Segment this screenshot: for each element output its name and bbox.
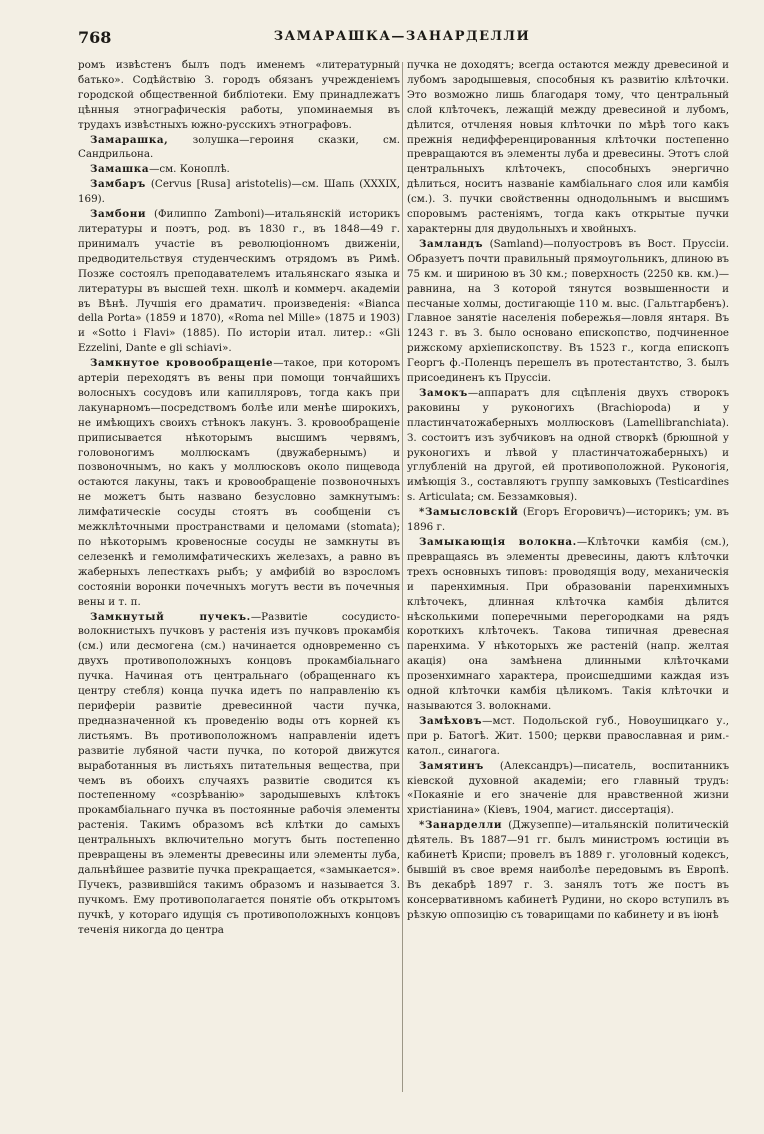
article-text: (Cervus [Rusa] aristotelis)—см. Шапь (XXXIX, 169). bbox=[78, 178, 400, 206]
column-rule bbox=[402, 62, 403, 1092]
article-headword: Замятинъ bbox=[419, 759, 484, 772]
article-headword: Замашка bbox=[90, 163, 150, 176]
article-headword: Замокъ bbox=[419, 386, 468, 399]
article-entry bbox=[407, 386, 729, 505]
article-entry bbox=[78, 356, 400, 609]
article-entry bbox=[407, 714, 729, 759]
article-text: —см. Коноплѣ. bbox=[149, 163, 230, 176]
article-text: (Филиппо Zamboni)—итальянскій историкъ литературы и поэтъ, род. въ 1830 г., въ 1848—49 г. принималъ участіе въ революціонномъ движеніи, предводительствуя студенческимъ отрядомъ въ Римѣ. Позже состоялъ преподавателемъ итальянскаго языка и литературы въ высшей техн. школѣ и коммерч. академіи въ Вѣнѣ. Лучшія его драматич. произведенія: «Bianca della Porta» (1859 и 1870), «Roma nel Mille» (1875 и 1903) и «Sotto i Flavi» (1885). По исторіи итал. литер.: «Gli Ezzelini, Dante e gli schiavi». bbox=[78, 208, 400, 355]
running-head: ЗАМАРАШКА—ЗАНАРДЕЛЛИ bbox=[273, 29, 531, 44]
article-headword: Замыкающія волокна. bbox=[419, 536, 577, 548]
article-headword: Замарашка, bbox=[90, 133, 169, 146]
right-column bbox=[407, 58, 729, 1098]
article-text: (Джузеппе)—итальянскій политическій дѣятель. Въ 1887—91 гг. былъ министромъ юстиціи въ кабинетѣ Криспи; провелъ въ 1889 г. уголовный кодексъ, бывшій въ свое время наиболѣе передовымъ въ Европѣ. Въ декабрѣ 1897 г. З. занялъ тотъ же постъ въ консервативномъ кабинетѣ Рудини, но скоро вступилъ въ рѣзкую оппозицію съ товарищами по кабинету и въ іюнѣ bbox=[407, 819, 729, 921]
article-headword: Замбаръ bbox=[90, 178, 146, 191]
article-entry bbox=[407, 818, 729, 922]
article-headword: Замландъ bbox=[419, 237, 484, 250]
article-text: (Samland)—полуостровъ въ Вост. Пруссіи. Образуетъ почти правильный прямоугольникъ, длиною въ 75 км. и шириною въ 30 км.; поверхность (2250 кв. км.)—равнина, на З которой тянутся возвышенности и песчаные холмы, достигающіе 110 м. выс. (Гальтгарбенъ). Главное занятіе населенія побережья—ловля янтаря. Въ 1243 г. въ З. было основано епископство, подчиненное рижскому архіепископству. Въ 1523 г., когда епископъ Георгъ ф.-Поленцъ перешелъ въ протестантство, З. былъ присоединенъ къ Пруссіи. bbox=[407, 237, 729, 385]
article-text: пучка не доходятъ; всегда остаются между древесиной и лубомъ зародышевыя, способныя къ развитію клѣточки. Это возможно лишь благодаря тому, что центральный слой клѣточекъ, лежащій между древесиной и лубомъ, дѣлится, отчленяя новыя клѣточки по мѣрѣ того какъ прежнія недифференцированныя клѣточки постепенно превращаются въ элементы луба и древесины. Этотъ слой центральныхъ клѣточекъ, способныхъ энергично дѣлиться, носитъ названіе камбіальнаго слоя или камбія (см.). З. пучки свойственны однодольнымъ и высшимъ споровымъ растеніямъ, тогда какъ открытые пучки характерны для двудольныхъ и хвойныхъ. bbox=[407, 59, 729, 235]
article-headword: Замкнутый пучекъ. bbox=[90, 610, 251, 623]
article-headword: *Занарделли bbox=[419, 819, 503, 832]
left-column bbox=[78, 58, 400, 1098]
article-entry bbox=[78, 133, 400, 163]
article-headword: *Замысловскій bbox=[419, 506, 519, 519]
article-entry bbox=[78, 177, 400, 207]
article-entry bbox=[407, 759, 729, 819]
article-text: —Развитіе сосудисто-волокнистыхъ пучковъ у растенія изъ пучковъ прокамбія (см.) или десмогена (см.) начинается одновременно съ двухъ противоположныхъ концовъ прокамбіальнаго пучка. Начиная отъ центральнаго (обращеннаго къ центру стебля) конца пучка идетъ по направленію къ периферіи развитіе древесинной части пучка, предназначенной къ проведенію воды отъ корней къ листьямъ. Въ противоположномъ направленіи идетъ развитіе лубяной части пучка, по которой движутся выработанныя въ листьяхъ питательныя вещества, при чемъ въ обоихъ случаяхъ развитіе сводится къ постепенному «созрѣванію» зародышевыхъ клѣтокъ прокамбіальнаго пучка въ постоянные рабочія элементы растенія. Такимъ образомъ всѣ клѣтки до самыхъ центральныхъ включительно могутъ быть постепенно превращены въ элементы древесины или элементы луба, дальнѣйшее развитіе пучка прекращается, «замыкается». Пучекъ, развившійся такимъ образомъ и называется З. пучкомъ. Ему противополагается понятіе объ открытомъ пучкѣ, у котораго идущія съ противоположныхъ концовъ теченія никогда до центра bbox=[78, 610, 400, 936]
article-text: ромъ извѣстенъ былъ подъ именемъ «литературный батько». Содѣйствію З. городъ обязанъ учрежденіемъ городской общественной библіотеки. Ему принадлежатъ цѣнныя этнографическія работы, упоминаемыя въ трудахъ извѣстныхъ южно-русскихъ этнографовъ. bbox=[78, 59, 400, 131]
article-entry bbox=[78, 58, 400, 133]
article-entry bbox=[78, 162, 400, 177]
article-text: золушка—героиня сказки, см. Сандрильона. bbox=[78, 133, 400, 161]
article-text: —Клѣточки камбія (см.), превращаясь въ элементы древесины, даютъ клѣточки трехъ основныхъ типовъ: проводящія воду, механическія и паренхимныя. При образованіи паренхимныхъ клѣточекъ, длинная клѣточка камбія дѣлится нѣсколькими поперечными перегородками на рядъ короткихъ клѣточекъ. Такова типичная древесная паренхима. У нѣкоторыхъ же растеній (напр. желтая акація) она замѣнена длинными клѣточками прозенхимнаго характера, происшедшими каждая изъ одной клѣточки камбія цѣликомъ. Такія клѣточки и называются З. волокнами. bbox=[407, 536, 729, 712]
article-entry bbox=[407, 58, 729, 237]
article-entry bbox=[407, 535, 729, 714]
article-text: —такое, при которомъ артеріи переходятъ въ вены при помощи тончайшихъ волосныхъ сосудовъ или капилляровъ, тогда какъ при лакунарномъ—посредствомъ болѣе или менѣе широкихъ, не имѣющихъ своихъ стѣнокъ лакунъ. З. кровообращеніе приписывается нѣкоторымъ высшимъ червямъ, головоногимъ моллюскамъ (двужабернымъ) и позвоночнымъ, но какъ у моллюсковъ около пищевода остаются лакуны, такъ и кровообращеніе позвоночныхъ не можетъ быть названо безусловно замкнутымъ: лимфатическіе сосуды стоятъ въ сообщеніи съ межклѣточными пространствами и целомами (stomata); по нѣкоторымъ кровеносные сосуды не замкнуты въ селезенкѣ и гемолимфатическихъ железахъ, а равно въ жаберныхъ лепесткахъ рыбъ; у амфибій во взросломъ состояніи воронки почечныхъ могутъ вести въ почечныя вены и т. п. bbox=[78, 357, 400, 608]
article-text: —аппаратъ для сцѣпленія двухъ створокъ раковины у руконогихъ (Brachiopoda) и у пластинчатожаберныхъ моллюсковъ (Lamellibranchiata). З. состоитъ изъ зубчиковъ на одной створкѣ (брюшной у руконогихъ и лѣвой у пластинчатожаберныхъ) и углубленій на другой, ей противоположной. Руконогія, имѣющія З., составляютъ группу замковыхъ (Testicardines s. Articulata; см. Беззамковыя). bbox=[407, 386, 729, 504]
article-entry bbox=[78, 207, 400, 356]
page-number: 768 bbox=[78, 28, 112, 47]
article-headword: Замѣховъ bbox=[419, 714, 483, 727]
article-headword: Замбони bbox=[90, 208, 147, 221]
article-text: (Егоръ Егоровичъ)—историкъ; ум. въ 1896 г. bbox=[407, 506, 729, 534]
page-header bbox=[78, 28, 726, 50]
article-entry bbox=[78, 610, 400, 938]
article-text: (Александръ)—писатель, воспитанникъ кіевской духовной академіи; его главный трудъ: «Покаяніе и его значеніе для нравственной жизни христіанина» (Кіевъ, 1904, магист. диссертація). bbox=[407, 759, 729, 817]
article-entry bbox=[407, 505, 729, 535]
article-headword: Замкнутое кровообращеніе bbox=[90, 357, 274, 370]
article-entry bbox=[407, 237, 729, 386]
article-text: —мст. Подольской губ., Новоушицкаго у., при р. Батогѣ. Жит. 1500; церкви православная и рим.-катол., синагога. bbox=[407, 714, 729, 757]
